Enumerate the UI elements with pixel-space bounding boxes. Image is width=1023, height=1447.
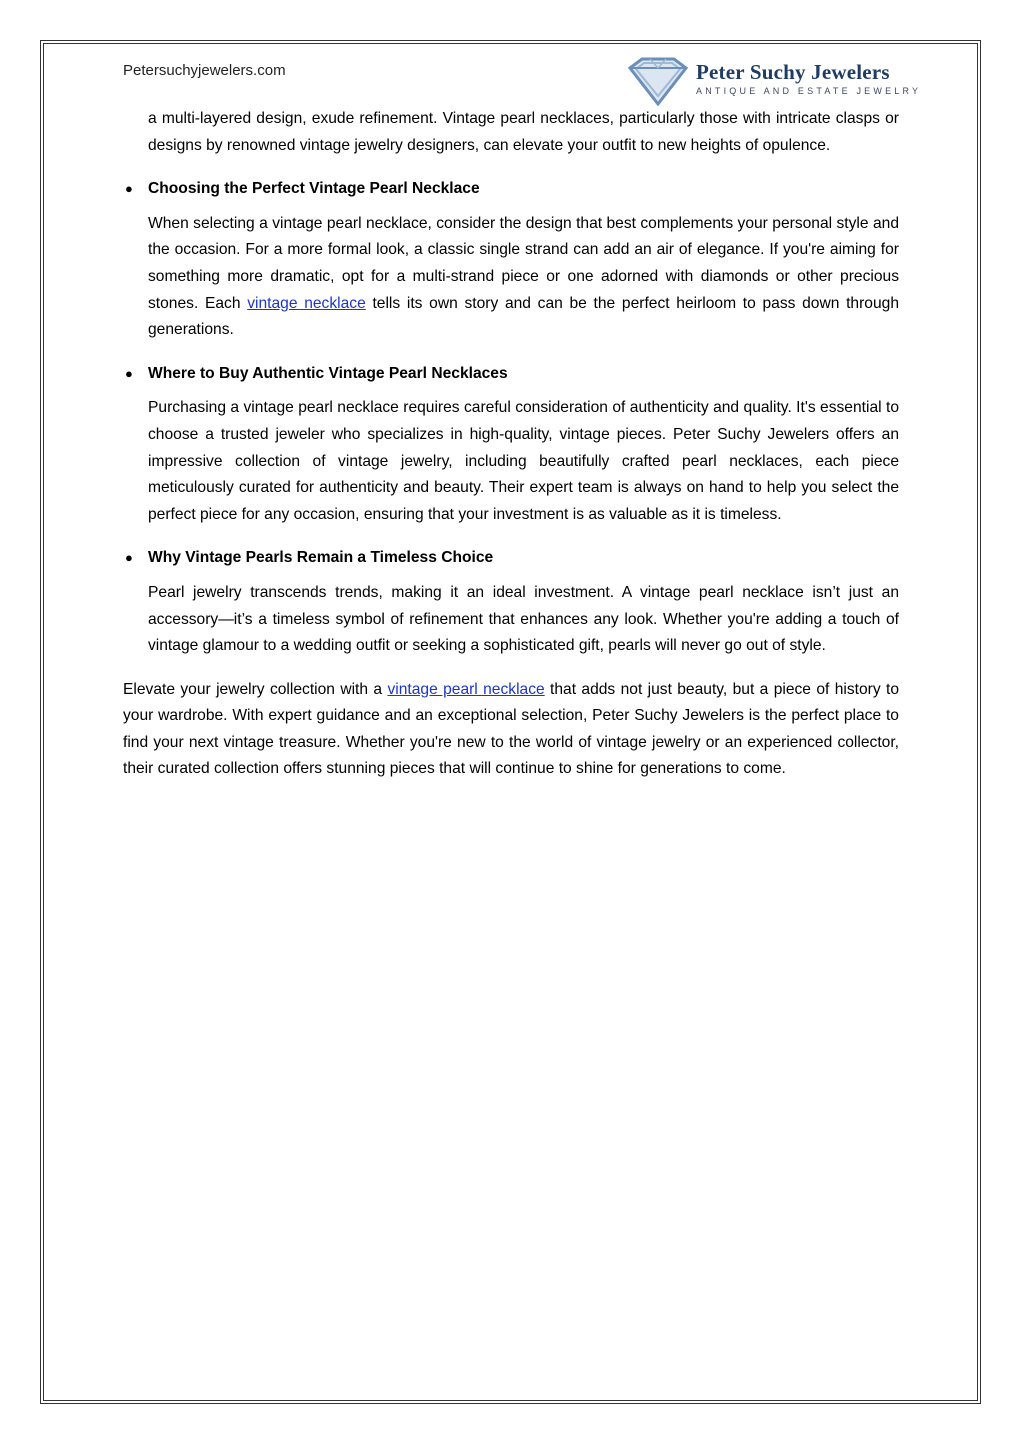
document-body: [123, 106, 899, 783]
bullet-icon: ●: [125, 365, 133, 381]
logo-name: Peter Suchy Jewelers: [696, 60, 890, 84]
section-heading: Why Vintage Pearls Remain a Timeless Choice: [148, 549, 494, 567]
section-paragraph: When selecting a vintage pearl necklace, consider the design that best complements your personal style and the occasion. For a more formal look, a classic single strand can add an air of elegance. If you're aiming for something more dramatic, opt for a multi-strand piece or one adorned with diamonds or other precious stones. Each vintage necklace tells its own story and can be the perfect heirloom to pass down through generations.: [148, 214, 899, 339]
section-heading: Choosing the Perfect Vintage Pearl Necklace: [148, 180, 480, 198]
section-where-to-buy: [123, 361, 899, 529]
closing-paragraph: Elevate your jewelry collection with a vintage pearl necklace that adds not just beauty, but a piece of history to your wardrobe. With expert guidance and an exceptional selection, Peter Suchy Jewelers is the perfect place to find your next vintage treasure. Whether you're new to the world of vintage jewelry or an experienced collector, their curated collection offers stunning pieces that will continue to shine for generations to come.: [123, 680, 899, 778]
diamond-icon: [626, 56, 690, 106]
logo-tagline: ANTIQUE AND ESTATE JEWELRY: [696, 86, 922, 96]
vintage-necklace-link[interactable]: vintage necklace: [247, 294, 366, 312]
section-timeless: [123, 545, 899, 659]
vintage-pearl-necklace-link[interactable]: vintage pearl necklace: [387, 680, 545, 698]
bullet-icon: ●: [125, 550, 133, 566]
intro-paragraph: a multi-layered design, exude refinement. Vintage pearl necklaces, particularly those with intricate clasps or designs by renowned vintage jewelry designers, can elevate your outfit to new heights of opulence.: [148, 110, 899, 154]
section-paragraph: Purchasing a vintage pearl necklace requires careful consideration of authenticity and quality. It's essential to choose a trusted jeweler who specializes in high-quality, vintage pieces. Peter Suchy Jewelers offers an impressive collection of vintage jewelry, including beautifully crafted pearl necklaces, each piece meticulously curated for authenticity and beauty. Their expert team is always on hand to help you select the perfect piece for any occasion, ensuring that your investment is as valuable as it is timeless.: [148, 399, 899, 523]
site-url: Petersuchyjewelers.com: [123, 62, 286, 79]
section-heading: Where to Buy Authentic Vintage Pearl Necklaces: [148, 364, 508, 382]
section-paragraph: Pearl jewelry transcends trends, making it an ideal investment. A vintage pearl necklace isn’t just an accessory—it’s a timeless symbol of refinement that enhances any look. Whether you're adding a touch of vintage glamour to a wedding outfit or seeking a sophisticated gift, pearls will never go out of style.: [148, 583, 899, 655]
bullet-icon: ●: [125, 181, 133, 197]
brand-logo: [626, 56, 922, 108]
section-choosing: [123, 176, 899, 344]
